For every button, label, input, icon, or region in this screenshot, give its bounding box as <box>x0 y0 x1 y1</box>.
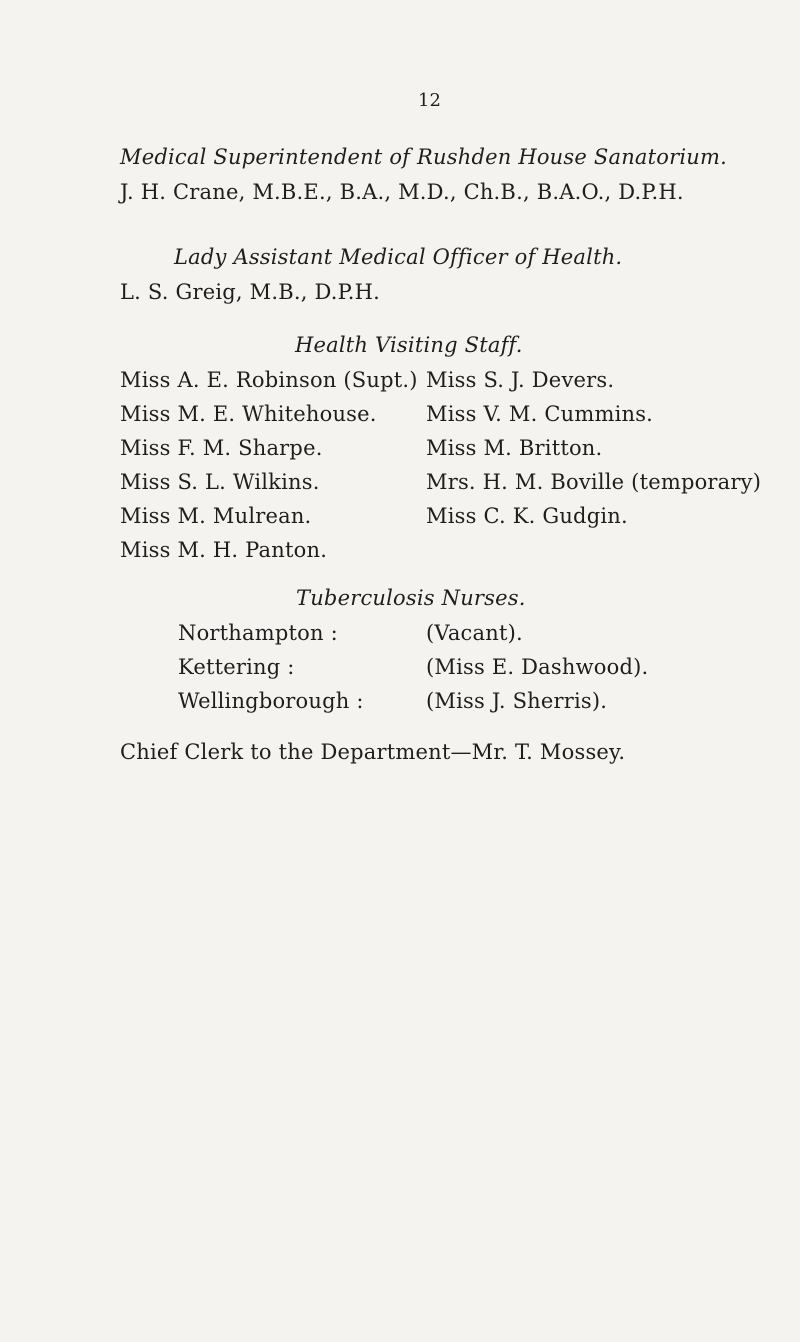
health-visitor-left: Miss F. M. Sharpe. <box>120 436 323 460</box>
health-visitor-left: Miss M. E. Whitehouse. <box>120 402 377 426</box>
tb-district: Kettering : <box>178 655 295 679</box>
health-visitor-left: Miss A. E. Robinson (Supt.) <box>120 368 418 392</box>
tb-nurse: (Vacant). <box>426 621 523 645</box>
health-visitor-left: Miss M. Mulrean. <box>120 504 312 528</box>
tb-nurse: (Miss J. Sherris). <box>426 689 608 713</box>
health-visiting-heading: Health Visiting Staff. <box>295 333 523 357</box>
health-visitor-right: Miss M. Britton. <box>426 436 603 460</box>
page-number: 12 <box>418 90 441 111</box>
tb-nurse: (Miss E. Dashwood). <box>426 655 649 679</box>
lady-assistant-heading: Lady Assistant Medical Officer of Health. <box>174 245 623 269</box>
tuberculosis-nurses-heading: Tuberculosis Nurses. <box>296 586 526 610</box>
health-visitor-right: Miss C. K. Gudgin. <box>426 504 628 528</box>
health-visitor-right: Miss S. J. Devers. <box>426 368 615 392</box>
health-visitor-left: Miss M. H. Panton. <box>120 538 328 562</box>
health-visitor-right: Miss V. M. Cummins. <box>426 402 654 426</box>
superintendent-name: J. H. Crane, M.B.E., B.A., M.D., Ch.B., B.A.O., D.P.H. <box>120 180 684 204</box>
health-visitor-left: Miss S. L. Wilkins. <box>120 470 320 494</box>
lady-assistant-name: L. S. Greig, M.B., D.P.H. <box>120 280 380 304</box>
tb-district: Wellingborough : <box>178 689 364 713</box>
superintendent-heading: Medical Superintendent of Rushden House Sanatorium. <box>120 145 727 169</box>
tb-district: Northampton : <box>178 621 338 645</box>
chief-clerk-line: Chief Clerk to the Department—Mr. T. Mossey. <box>120 740 626 764</box>
health-visitor-right: Mrs. H. M. Boville (temporary) <box>426 470 762 494</box>
